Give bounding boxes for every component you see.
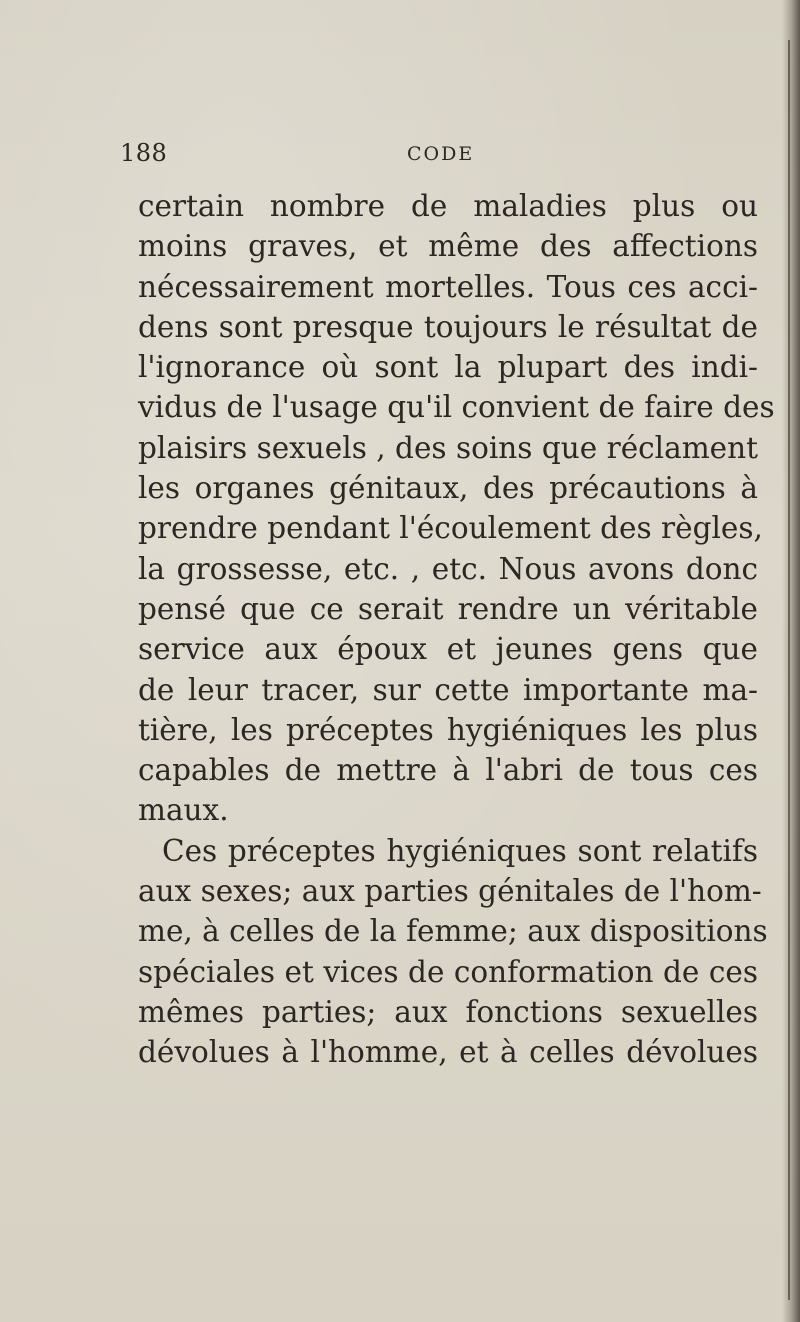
page-header [120,139,760,169]
text-line: tière, les préceptes hygiéniques les plus [138,712,758,747]
text-line: l'ignorance où sont la plupart des indi- [138,350,758,385]
text-line: les organes génitaux, des précautions à [138,471,758,506]
text-line: dens sont presque toujours le résultat de [138,309,758,344]
running-title: CODE [407,143,475,165]
text-line: Ces préceptes hygiéniques sont relatifs [162,833,758,868]
page-edge-line [788,40,790,1300]
page-edge-shadow [782,0,800,1322]
body-text [138,186,775,1073]
text-line: me, à celles de la femme; aux dispositions [138,914,768,949]
text-line: moins graves, et même des affections [138,229,758,264]
text-line: service aux époux et jeunes gens que [138,632,758,667]
text-line: aux sexes; aux parties génitales de l'hom- [138,874,762,909]
text-line: certain nombre de maladies plus ou [138,189,758,223]
text-line: de leur tracer, sur cette importante ma- [138,672,758,707]
text-line: vidus de l'usage qu'il convient de faire des [138,390,775,425]
text-line: nécessairement mortelles. Tous ces acci- [138,269,758,304]
text-line: la grossesse, etc. , etc. Nous avons donc [138,551,758,586]
text-line: dévolues à l'homme, et à celles dévolues [138,1035,758,1070]
text-line: capables de mettre à l'abri de tous ces [138,753,758,788]
text-line: maux. [138,793,229,828]
text-line: prendre pendant l'écoulement des règles, [138,511,763,546]
text-line: plaisirs sexuels , des soins que réclament [138,430,758,465]
text-line: pensé que ce serait rendre un véritable [138,591,758,626]
text-line: spéciales et vices de conformation de ces [138,954,758,989]
page-number: 188 [120,139,168,167]
text-line: mêmes parties; aux fonctions sexuelles [138,994,758,1029]
